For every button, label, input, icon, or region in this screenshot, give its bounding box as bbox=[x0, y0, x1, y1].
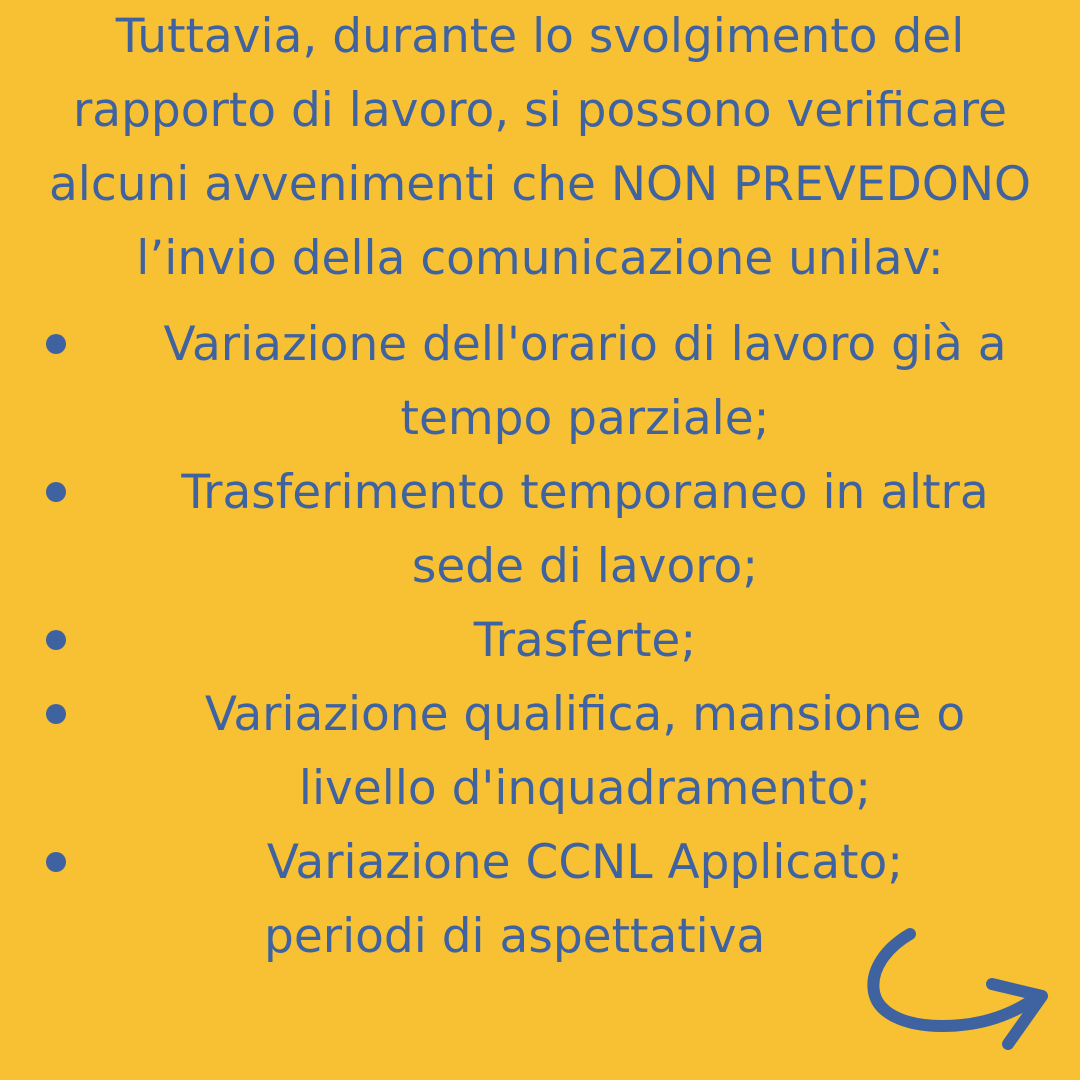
curved-arrow-right-icon bbox=[866, 926, 1052, 1060]
list-item-text: tempo parziale; bbox=[400, 391, 770, 446]
bullet-icon bbox=[46, 334, 66, 354]
intro-line: Tuttavia, durante lo svolgimento del bbox=[115, 9, 965, 64]
list-item-text: Trasferte; bbox=[473, 613, 697, 668]
intro-line: alcuni avvenimenti che NON PREVEDONO bbox=[49, 157, 1031, 212]
intro-line: l’invio della comunicazione unilav: bbox=[136, 231, 944, 286]
bullet-icon bbox=[46, 482, 66, 502]
list-item-text: sede di lavoro; bbox=[411, 539, 759, 594]
intro-line: rapporto di lavoro, si possono verificare bbox=[72, 83, 1008, 138]
bullet-icon bbox=[46, 704, 66, 724]
list-item-text: livello d'inquadramento; bbox=[298, 761, 872, 816]
list-item-text: Trasferimento temporaneo in altra bbox=[181, 465, 989, 520]
list-item-text: Variazione qualifica, mansione o bbox=[204, 687, 966, 742]
list-item-text: Variazione CCNL Applicato; bbox=[266, 835, 904, 890]
bullet-icon bbox=[46, 852, 66, 872]
list-tail-text: periodi di aspettativa bbox=[264, 909, 766, 964]
bullet-icon bbox=[46, 630, 66, 650]
list-item-text: Variazione dell'orario di lavoro già a bbox=[163, 317, 1007, 372]
intro-paragraph bbox=[0, 0, 1080, 296]
